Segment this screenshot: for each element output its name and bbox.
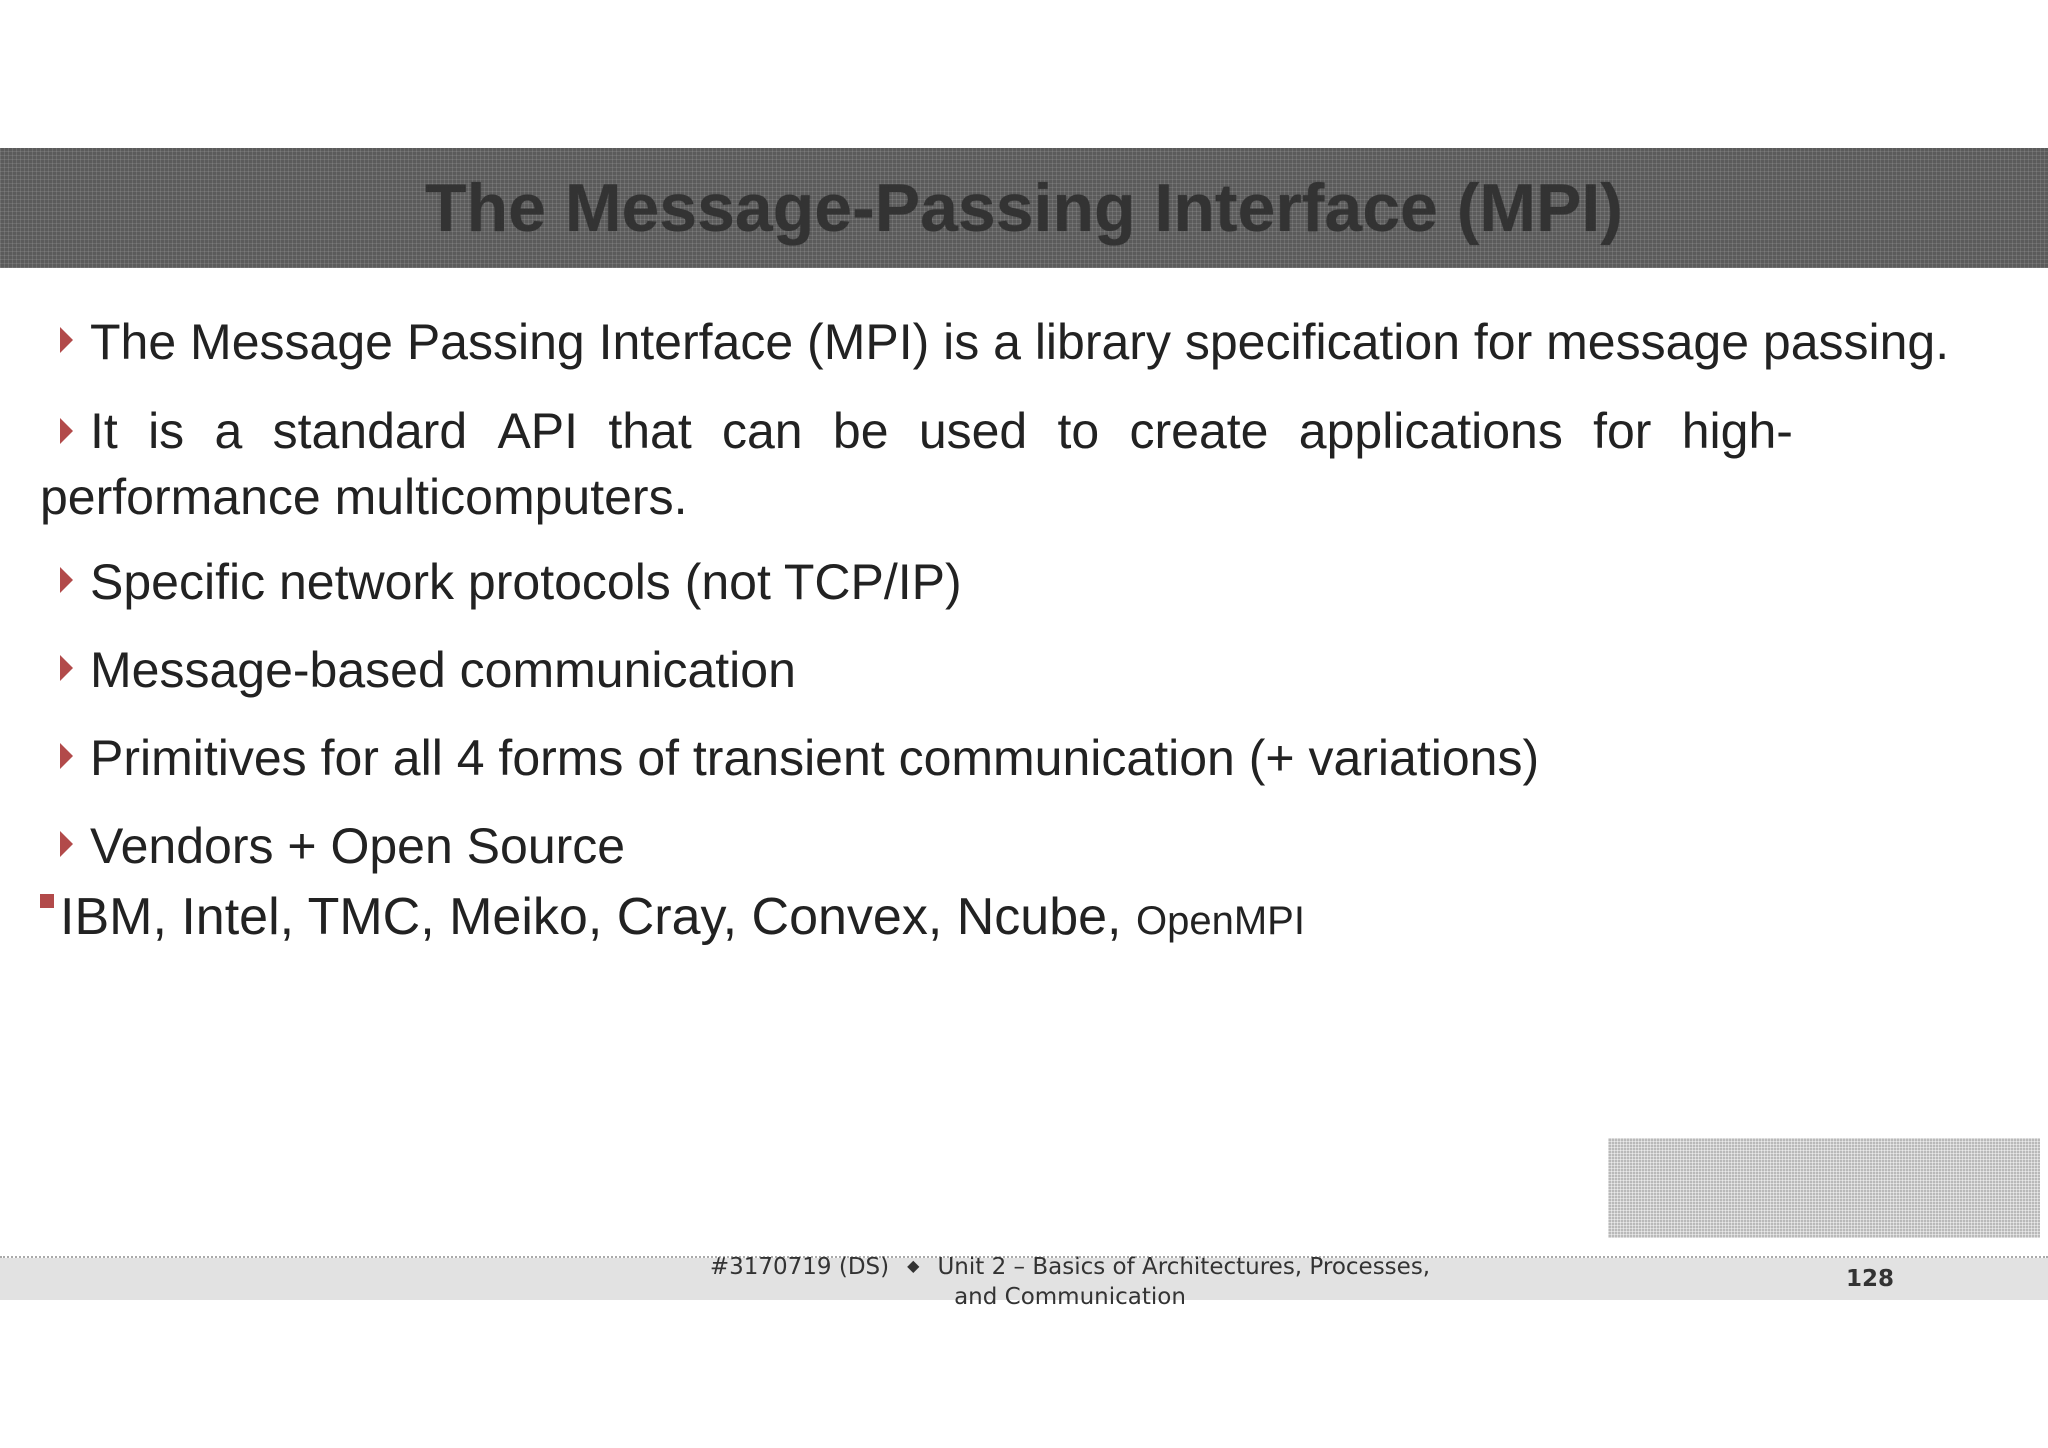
square-bullet-icon: [40, 894, 54, 908]
bullet-word: standard: [272, 403, 468, 459]
bullet-item: [40, 398, 1800, 530]
bullet-text: Vendors + Open Source: [90, 818, 626, 874]
decorative-pattern-block: [1608, 1138, 2040, 1238]
bullet-item: [40, 550, 962, 614]
bullet-text: Primitives for all 4 forms of transient communication (+ variations): [90, 730, 1540, 786]
bullet-word: used: [918, 403, 1028, 459]
bullet-word: API: [497, 403, 579, 459]
sub-bullet-item: [40, 884, 1305, 954]
page-number: 128: [1845, 1266, 1894, 1292]
triangle-bullet-icon: [60, 567, 73, 593]
bullet-word: create: [1129, 403, 1269, 459]
triangle-bullet-icon: [60, 655, 73, 681]
sub-bullet-text: IBM, Intel, TMC, Meiko, Cray, Convex, Ncube,: [60, 888, 1122, 946]
course-code: #3170719 (DS): [709, 1254, 890, 1280]
bullet-word: It: [90, 403, 118, 459]
bullet-text: The Message Passing Interface (MPI) is a library specification for message passing.: [90, 314, 1950, 370]
bullet-word: can: [722, 403, 803, 459]
bullet-line: [40, 398, 1793, 464]
unit-title: Unit 2 – Basics of Architectures, Processes, and Communication: [937, 1254, 1431, 1310]
bullet-word: be: [832, 403, 889, 459]
triangle-bullet-icon: [60, 743, 73, 769]
bullet-word: high-: [1681, 403, 1793, 459]
diamond-separator-icon: ◆: [907, 1256, 920, 1275]
bullet-word: to: [1057, 403, 1100, 459]
bullet-item: [40, 814, 625, 878]
bullet-word: is: [148, 403, 185, 459]
bullet-text: Specific network protocols (not TCP/IP): [90, 554, 962, 610]
bullet-lead: [40, 398, 118, 464]
bullet-text: Message-based communication: [90, 642, 796, 698]
bullet-item: [40, 726, 1539, 790]
bullet-word: applications: [1298, 403, 1563, 459]
bullet-word: that: [608, 403, 692, 459]
triangle-bullet-icon: [60, 418, 73, 444]
triangle-bullet-icon: [60, 831, 73, 857]
sub-bullet-small-text: OpenMPI: [1135, 899, 1305, 943]
footer-caption: [690, 1251, 1450, 1312]
bullet-item: [40, 310, 1949, 374]
bullet-line-continued: performance multicomputers.: [40, 469, 688, 525]
bullet-word: for: [1593, 403, 1652, 459]
slide-title: The Message-Passing Interface (MPI): [425, 170, 1623, 246]
triangle-bullet-icon: [60, 327, 73, 353]
title-band: [0, 148, 2048, 268]
bullet-item: [40, 638, 796, 702]
bullet-word: a: [214, 403, 243, 459]
